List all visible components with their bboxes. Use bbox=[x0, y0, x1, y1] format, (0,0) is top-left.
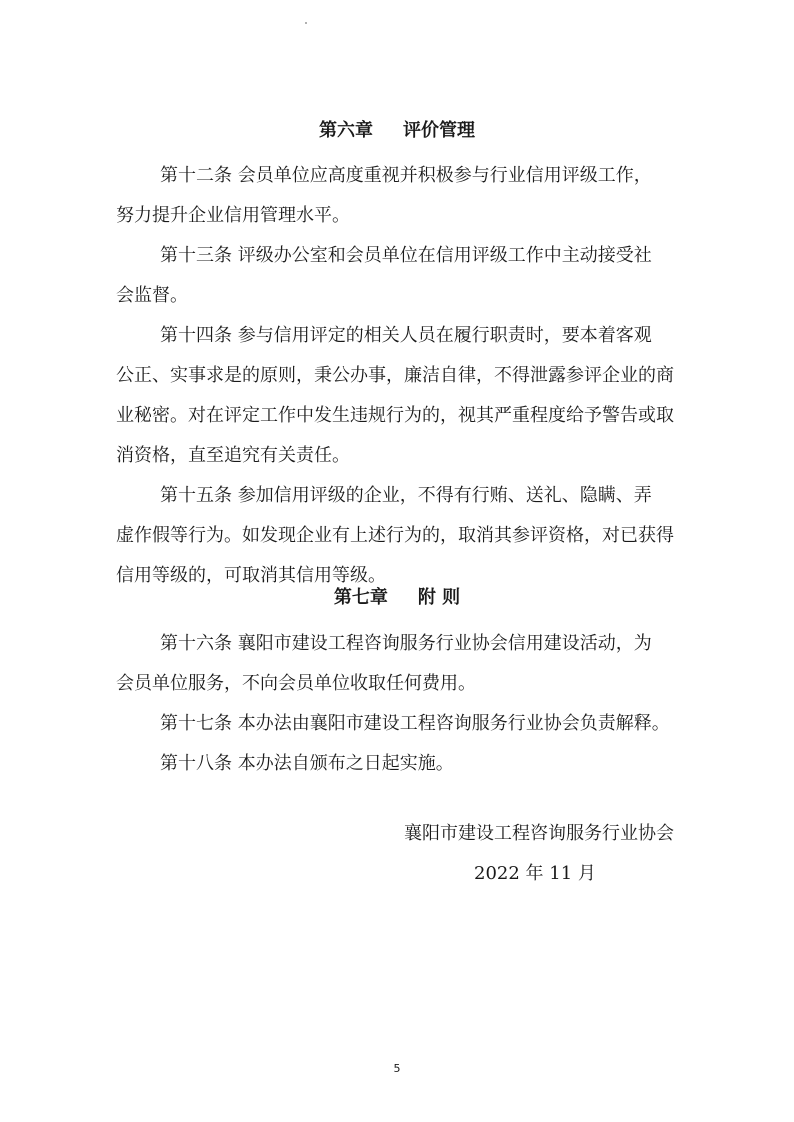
article-12-line-2: 努力提升企业信用管理水平。 bbox=[116, 205, 350, 226]
article-17-line-1: 第十七条 本办法由襄阳市建设工程咨询服务行业协会负责解释。 bbox=[160, 713, 670, 734]
article-15-line-2: 虚作假等行为。如发现企业有上述行为的，取消其参评资格，对已获得 bbox=[116, 525, 674, 546]
article-15-line-1: 第十五条 参加信用评级的企业，不得有行贿、送礼、隐瞒、弄 bbox=[160, 485, 652, 506]
chapter-7-title: 附 则 bbox=[417, 587, 461, 608]
article-16-line-2: 会员单位服务，不向会员单位收取任何费用。 bbox=[116, 673, 476, 694]
chapter-6-title: 评价管理 bbox=[403, 120, 475, 141]
article-13-line-1: 第十三条 评级办公室和会员单位在信用评级工作中主动接受社 bbox=[160, 245, 652, 266]
chapter-6-number: 第六章 bbox=[319, 120, 373, 141]
page-number: 5 bbox=[393, 1062, 401, 1075]
article-13-line-2: 会监督。 bbox=[116, 285, 188, 306]
article-14-line-4: 消资格，直至追究有关责任。 bbox=[116, 445, 350, 466]
article-14-line-1: 第十四条 参与信用评定的相关人员在履行职责时，要本着客观 bbox=[160, 325, 652, 346]
article-14-line-2: 公正、实事求是的原则，秉公办事，廉洁自律，不得泄露参评企业的商 bbox=[116, 365, 674, 386]
article-16-line-1: 第十六条 襄阳市建设工程咨询服务行业协会信用建设活动，为 bbox=[160, 633, 652, 654]
article-12-line-1: 第十二条 会员单位应高度重视并积极参与行业信用评级工作， bbox=[160, 165, 652, 186]
article-18-line-1: 第十八条 本办法自颁布之日起实施。 bbox=[160, 753, 454, 774]
chapter-6-heading bbox=[0, 119, 794, 143]
article-14-line-3: 业秘密。对在评定工作中发生违规行为的，视其严重程度给予警告或取 bbox=[116, 405, 674, 426]
chapter-7-heading bbox=[0, 586, 794, 610]
article-15-line-3: 信用等级的，可取消其信用等级。 bbox=[116, 565, 386, 586]
chapter-7-number: 第七章 bbox=[333, 587, 388, 608]
signature-date: 2022 年 11 月 bbox=[474, 863, 596, 884]
signature-organization: 襄阳市建设工程咨询服务行业协会 bbox=[404, 823, 674, 844]
scan-speck bbox=[305, 22, 307, 24]
